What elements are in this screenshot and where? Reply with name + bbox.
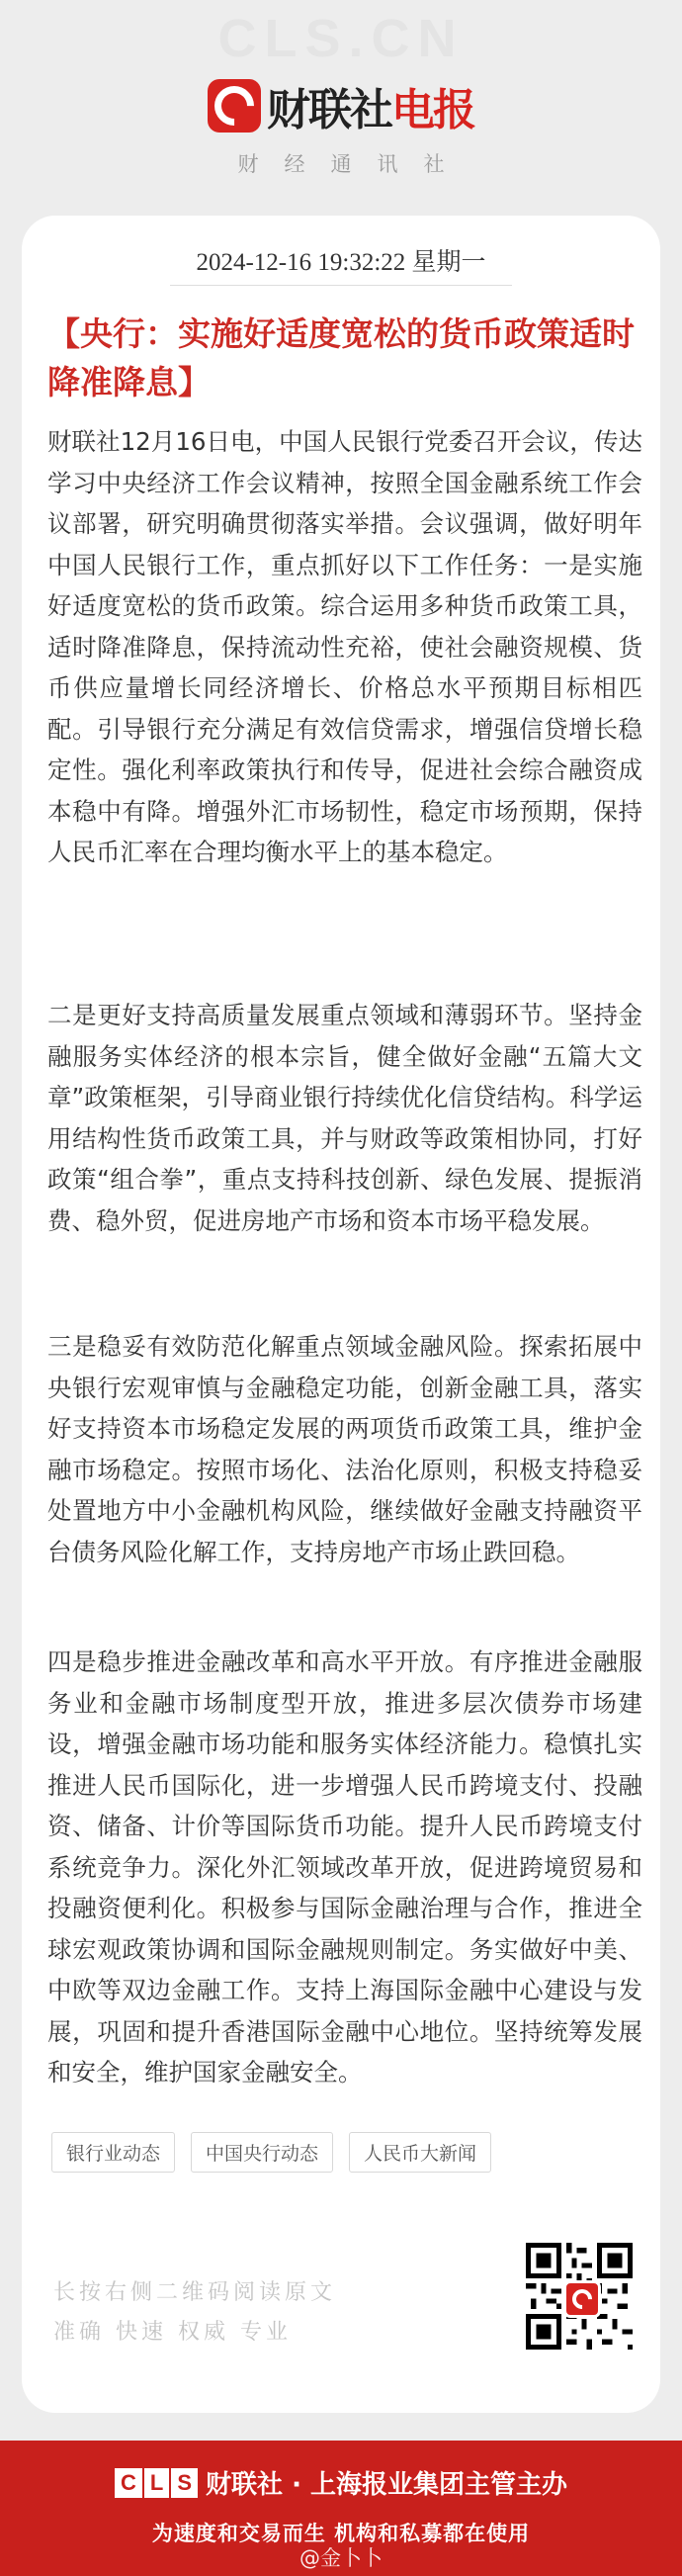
footer-brand <box>0 2464 682 2501</box>
qr-code-icon[interactable] <box>526 2243 633 2350</box>
tag-list <box>51 2132 491 2173</box>
paragraph-1: 财联社12月16日电，中国人民银行党委召开会议，传达学习中央经济工作会议精神，按照全国金融系统工作会议部署，研究明确贯彻落实举措。会议强调，做好明年中国人民银行工作，重点抓好以下工作任务：一是实施好适度宽松的货币政策。综合运用多种货币政策工具，适时降准降息，保持流动性充裕，使社会融资规模、货币供应量增长同经济增长、价格总水平预期目标相匹配。引导银行充分满足有效信贷需求，增强信贷增长稳定性。强化利率政策执行和传导，促进社会综合融资成本稳中有降。增强外汇市场韧性，稳定市场预期，保持人民币汇率在合理均衡水平上的基本稳定。 <box>47 427 642 866</box>
cls-letter: C <box>115 2468 142 2498</box>
article-card <box>22 216 660 2413</box>
publish-date: 2024-12-16 19:32:22 星期一 <box>196 249 486 276</box>
brand-logo <box>0 71 682 140</box>
divider <box>170 285 512 286</box>
paragraph-2: 二是更好支持高质量发展重点领域和薄弱环节。坚持金融服务实体经济的根本宗旨，健全做好金融“五篇大文章”政策框架，引导商业银行持续优化信贷结构。科学运用结构性货币政策工具，并与财政等政策相协同，打好政策“组合拳”，重点支持科技创新、绿色发展、提振消费、稳外贸，促进房地产市场和资本市场平稳发展。 <box>47 1001 642 1235</box>
qr-logo-icon <box>563 2280 601 2318</box>
cls-wordmark <box>115 2468 198 2498</box>
qr-hint: 长按右侧二维码阅读原文 <box>53 2280 337 2305</box>
brand-telegraph: 电报 <box>391 85 474 135</box>
footer-slogan: 为速度和交易而生 机构和私募都在使用 <box>151 2522 531 2545</box>
cls-letter: S <box>171 2468 198 2498</box>
footer-line1: 财联社 · 上海报业集团主管主办 <box>206 2470 567 2500</box>
sub-brand: 财经通讯社 <box>237 152 470 176</box>
slogan: 准确 快速 权威 专业 <box>53 2320 292 2345</box>
paragraph-3: 三是稳妥有效防范化解重点领域金融风险。探索拓展中央银行宏观审慎与金融稳定功能，创新金融工具，落实好支持资本市场稳定发展的两项货币政策工具，维护金融市场稳定。按照市场化、法治化原则，积极支持稳妥处置地方中小金融机构风险，继续做好金融支持融资平台债务风险化解工作，支持房地产市场止跌回稳。 <box>47 1332 642 1566</box>
tag-bank-news[interactable]: 银行业动态 <box>51 2132 175 2173</box>
headline: 【央行：实施好适度宽松的货币政策适时降准降息】 <box>47 314 635 401</box>
cls-logo-icon <box>208 79 261 133</box>
tag-rmb-news[interactable]: 人民币大新闻 <box>349 2132 491 2173</box>
brand-name: 财联社 <box>267 85 391 135</box>
weibo-watermark: @金卜卜 <box>299 2546 383 2570</box>
tag-pboc-news[interactable]: 中国央行动态 <box>191 2132 333 2173</box>
watermark: CLS.CN <box>217 9 465 68</box>
cls-letter: L <box>144 2468 169 2498</box>
paragraph-4: 四是稳步推进金融改革和高水平开放。有序推进金融服务业和金融市场制度型开放，推进多层次债券市场建设，增强金融市场功能和服务实体经济能力。稳慎扎实推进人民币国际化，进一步增强人民币跨境支付、投融资、储备、计价等国际货币功能。提升人民币跨境支付系统竞争力。深化外汇领域改革开放，促进跨境贸易和投融资便利化。积极参与国际金融治理与合作，推进全球宏观政策协调和国际金融规则制定。务实做好中美、中欧等双边金融工作。支持上海国际金融中心建设与发展，巩固和提升香港国际金融中心地位。坚持统筹发展和安全，维护国家金融安全。 <box>47 1647 642 2087</box>
